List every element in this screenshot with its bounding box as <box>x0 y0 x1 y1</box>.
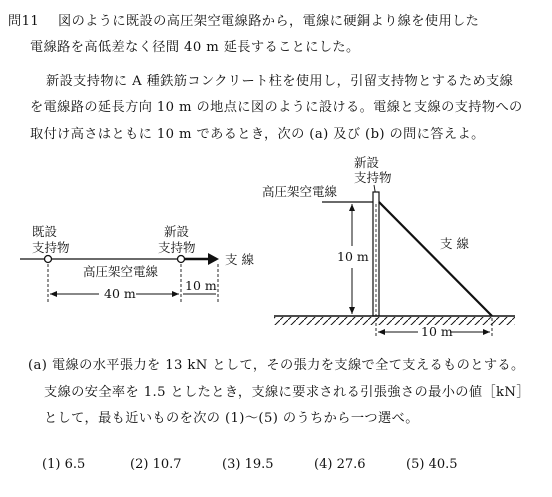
para2-line-3: 取付け高さはともに 10 m であるとき，次の (a) 及び (b) の問に答えよ。 <box>30 127 485 142</box>
existing-support-label-1: 既設 <box>32 224 58 239</box>
existing-support-label-2: 支持物 <box>32 240 70 255</box>
new-support-label-2: 支持物 <box>158 240 196 255</box>
para2-line-1: 新設支持物に A 種鉄筋コンクリート柱を使用し，引留支持物とするため支線 <box>46 74 514 89</box>
para2-line-2: を電線路の延長方向 10 m の地点に図のように設ける。電線と支線の支持物への <box>30 100 523 115</box>
right-new-support-label-1: 新設 <box>354 155 380 170</box>
question-number: 問11 <box>8 14 40 29</box>
choice-3: (3) 19.5 <box>222 457 274 472</box>
choice-2: (2) 10.7 <box>130 457 182 472</box>
intro-line-1: 図のように既設の高圧架空電線路から，電線に硬銅より線を使用した <box>58 14 480 29</box>
existing-support-marker <box>45 256 52 263</box>
choice-5: (5) 40.5 <box>406 457 458 472</box>
subq-a-line-3: として，最も近いものを次の (1)～(5) のうちから一つ選べ。 <box>44 411 419 426</box>
new-support-marker <box>178 256 185 263</box>
guy-arrow-head <box>208 253 219 265</box>
right-line-label: 高圧架空電線 <box>262 184 338 199</box>
guy-label: 支 線 <box>440 236 469 251</box>
height-label: 10 m <box>337 249 369 264</box>
span-label: 40 m <box>104 286 136 301</box>
subq-a-line-2: 支線の安全率を 1.5 としたとき，支線に要求される引張強さの最小の値［kN］ <box>44 385 530 400</box>
guy-arrow-label: 支 線 <box>225 252 254 267</box>
ground-hatch <box>274 317 515 325</box>
left-line-label: 高圧架空電線 <box>83 264 159 279</box>
choice-1: (1) 6.5 <box>42 457 86 472</box>
subq-a-line-1: (a) 電線の水平張力を 13 kN として，その張力を支線で全て支えるものとする。 <box>28 358 525 373</box>
guy-distance-label: 10 m <box>185 278 217 293</box>
bottom-distance-label: 10 m <box>421 324 453 339</box>
right-figure <box>262 155 515 339</box>
left-figure <box>20 224 254 302</box>
intro-line-2: 電線路を高低差なく径間 40 m 延長することにした。 <box>30 40 360 55</box>
guy-wire <box>379 202 492 316</box>
choice-4: (4) 27.6 <box>314 457 366 472</box>
right-new-support-label-2: 支持物 <box>354 170 392 185</box>
new-support-label-1: 新設 <box>164 224 190 239</box>
